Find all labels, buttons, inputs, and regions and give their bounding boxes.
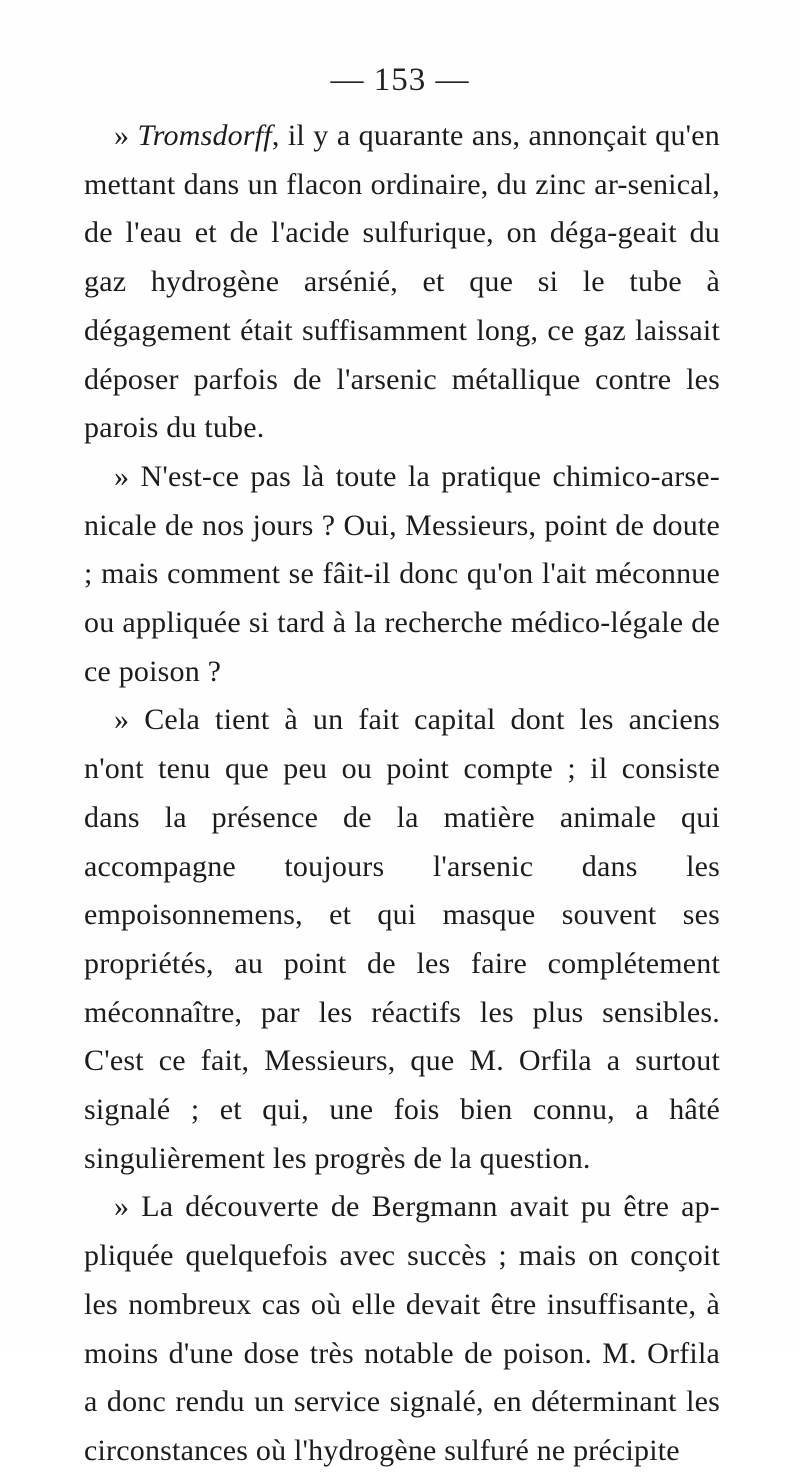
paragraph-pratique: » N'est-ce pas là toute la pratique chimico-arse-nicale de nos jours ? Oui, Messieurs, point de doute ; mais comment se fâit-il donc qu'on l'ait méconnue ou appliquée si tard à la recherche médico-légale de ce poison ? (84, 459, 720, 688)
author-name-tromsdorff: Tromsdorff (137, 119, 272, 152)
paragraph-text: , il y a quarante ans, annonçait qu'en mettant dans un flacon ordinaire, du zinc ar-senical, de l'eau et de l'acide sulfurique, on déga-geait du gaz hydrogène arsénié, et que si le tube à dégagement était suffisamment long, ce gaz laissait déposer parfois de l'arsenic métallique contre les parois du tube. (84, 119, 720, 445)
paragraph-lead: » (114, 119, 138, 152)
paragraph-bergmann: » La découverte de Bergmann avait pu être ap-pliquée quelquefois avec succès ; mais on conçoit les nombreux cas où elle devait être insuffisante, à moins d'une dose très notable de poison. M. Orfila a donc rendu un service signalé, en déterminant les circonstances où l'hydrogène sulfuré ne précipite (84, 1190, 720, 1467)
page-number: — 153 — (330, 62, 470, 98)
paragraph-matiere-animale: » Cela tient à un fait capital dont les anciens n'ont tenu que peu ou point compte ; il consiste dans la présence de la matière animale qui accompagne toujours l'arsenic dans les empoisonnemens, et qui masque souvent ses propriétés, au point de les faire complétement méconnaître, par les réactifs les plus sensibles. C'est ce fait, Messieurs, que M. Orfila a surtout signalé ; et qui, une fois bien connu, a hâté singulièrement les progrès de la question. (84, 703, 720, 1175)
paragraph-tromsdorff (84, 112, 720, 453)
body-text (84, 112, 720, 1476)
